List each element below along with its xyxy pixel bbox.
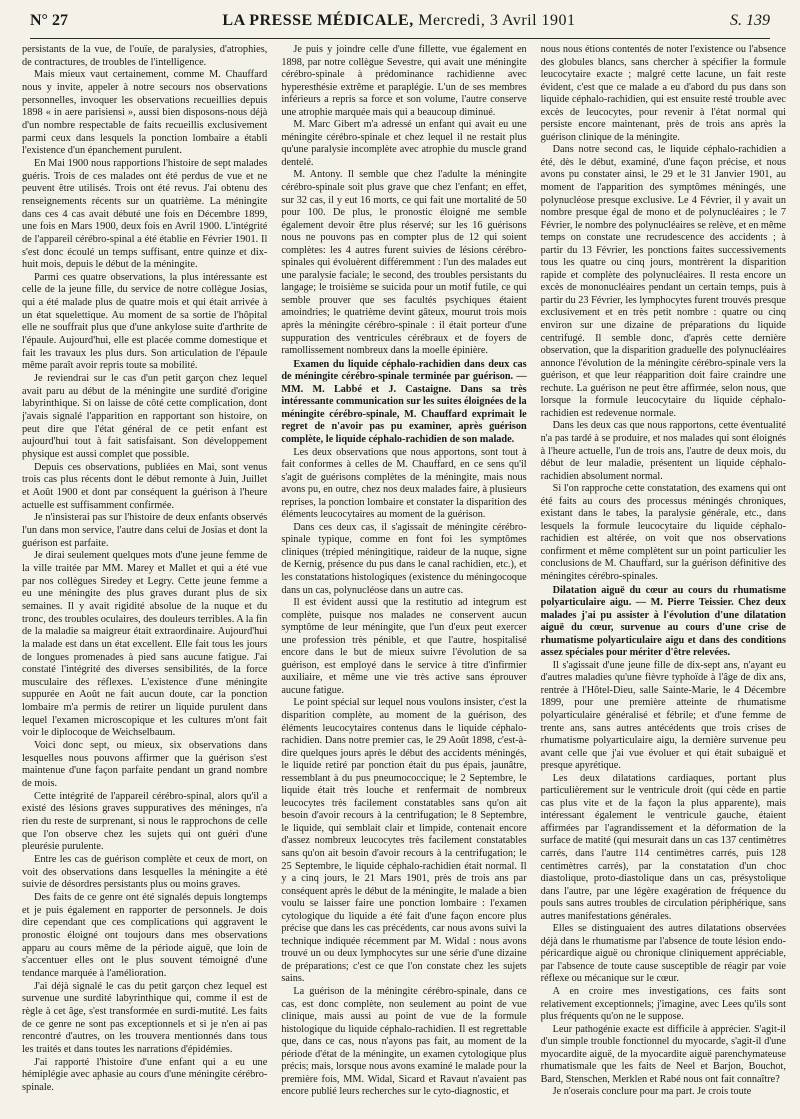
column-3: [541, 44, 786, 1115]
paragraph: Je n'oserais conclure pour ma part. Je crois toute: [552, 1086, 752, 1098]
journal-name: LA PRESSE MÉDICALE,: [222, 12, 414, 29]
paragraph: Entre les cas de guérison complète et ceux de mort, on voit des observations dans lesquelles la méningite a été suivie de désordres persistants plus ou moins graves.: [22, 854, 268, 891]
issue-number: N° 27: [30, 12, 68, 29]
paragraph: M. Antony. Il semble que chez l'adulte la méningite cérébro-spinale soit plus grave que chez l'enfant; en effet, sur 32 cas, il y eut 16 morts, ce qui fait une mortalité de 50 pour 100. De plus, le pronostic éloigné me semble également devoir être plus réservé; sur les 16 guérisons nous ne pouvons pas en compter plus de 12 qui soient complètes: les 4 autres furent suivies de lésions cérébro-spinales qui évoluèrent différemment : l'un des malades eut une paralysie faciale; le second, des troubles persistants du langage; le troisième se suicida pour un motif futile, ce qui semble prouver que ses facultés psychiques étaient amoindries; le quatrième devint gâteux, mourut trois mois après la méningite cérébro-spinale : il était porteur d'une suppuration des ventricules cérébraux et de foyers de ramollissement nombreux dans la moelle épinière.: [281, 169, 527, 357]
section-heading-paragraph: Dilatation aiguë du cœur au cours du rhumatisme polyarticulaire aigu. — M. Pierre Teissier. Chez deux malades j'ai pu assister à l'évolution d'une dilatation aiguë du cœur, survenue au cours d'une crise de rhumatisme polyarticulaire aigu et dans des conditions assez spéciales pour mériter d'être relevées.: [540, 584, 786, 659]
paragraph: Dans notre second cas, le liquide céphalo-rachidien a été, dès le début, examiné, d'une façon précise, et nous avons pu constater ainsi, le 29 et le 31 Janvier 1901, au moment de l'apparition des symptômes méningés, une polynucléose presque exclusive. Le 4 Février, il y avait un nombre presque égal de mono et de polynucléaires ; le 7 Février, le nombre des polynucléaires se relève, et en même temps on constate une recrudescence des accidents ; à partir du 13 Février, les ponctions faites successivements tous les quatre ou cinq jours, montrèrent la disparition rapide et complète des polynucléaires. Il resta encore un excès de mononucléaires pendant un certain temps, puis à partir du 23 Février, les lymphocytes furent trouvés presque exclusivement et en très petit nombre : quatre ou cinq environ sur une dizaine de préparations du liquide centrifugé. Il semble donc, d'après cette dernière observation, que la disparition graduelle des polynucléaires annonce l'évolution de la méningite cérébro-spinale vers la guérison, et que leur réapparition doit faire craindre une rechute. La guérison ne peut être affirmée, selon nous, que lorsque la formule leucocytaire du liquide céphalo-rachidien est redevenue normale.: [540, 144, 786, 419]
paragraph: La guérison de la méningite cérébro-spinale, dans ce cas, est donc complète, non seulement au point de vue clinique, mais aussi au point de vue de la formule histologique du liquide céphalo-rachidien. Il est regrettable que, dans ce cas, nous n'ayons pas fait, au moment de la période d'état de la méningite, un examen cytologique plus précis; mais, lorsque nous avons examiné le malade pour la première fois, MM. Widal, Sicard et Ravaut n'avaient pas encore publié leurs recherches sur le cyto-diagnostic, et: [281, 986, 527, 1098]
section-heading-paragraph: Examen du liquide céphalo-rachidien dans deux cas de méningite cérébro-spinale terminée par guérison. — MM. M. Labbé et J. Castaigne. Dans sa très intéressante communication sur les suites éloignées de la méningite cérébro-spinale, M. Chauffard exprimait le regret de n'avoir pas pu examiner, après guérison complète, le liquide céphalo-rachidien de son malade.: [281, 358, 527, 445]
text-columns: [22, 44, 786, 1115]
paragraph: Les deux dilatations cardiaques, portant plus particulièrement sur le ventricule droit (qui cède en partie cas plus vite et de la façon la plus apparente), mais intéressant également le ventricule gauche, étaient affirmées par l'agrandissement et la déformation de la surface de matité (qui mesurait dans un cas 137 centimètres carrés, dans l'autre 114 centimètres carrés, puis 128 centimètres carrés), par la constatation d'un choc diastolique, proto-diastolique dans un cas, présystolique dans l'autre, par une légère exagération de fréquence du pouls sans autres troubles de circulation périphérique, sans autres manifestations générales.: [540, 772, 786, 922]
paragraph: Je reviendrai sur le cas d'un petit garçon chez lequel avait paru au début de la méningite une surdité d'origine labyrinthique. Si on laisse de côté cette complication, dont j'avais signalé l'apparition en rapportant son histoire, on peut dire que l'état général de ce petit enfant est aujourd'hui tout à fait satisfaisant. Son développement physique est aussi complet que possible.: [22, 373, 268, 460]
paragraph: Il est évident aussi que la restitutio ad integrum est complète, puisque nos malades ne conservent aucun symptôme de leur méningite, que l'un d'eux peut exercer une profession très pénible, et que l'autre, hospitalisé encore dans le but de mieux suivre l'évolution de sa guérison, est employé dans le service à titre d'infirmier auxiliaire, et même une vie très active sans éprouver aucune fatigue.: [281, 597, 527, 696]
paragraph: Des faits de ce genre ont été signalés depuis longtemps et je puis également en rapporter de personnels. Je dois dire cependant que ces complications qui aggravent le pronostic éloigné ont toujours dans mes observations apparu au cours même de la période aiguë, que loin de s'accentuer elles ont le plus souvent témoigné d'une tendance marquée à l'amélioration.: [22, 891, 268, 979]
paragraph: Si l'on rapproche cette constatation, des examens qui ont été faits au cours des processus méningés chroniques, existant dans le tabes, la paralysie générale, etc., dans lesquels la formule leucocytaire du liquide céphalo-rachidien est altérée, on voit que nos observations confirment et même complètent sur un point particulier les conclusions de M. Chauffard, sur la guérison définitive des méningites cérébro-spinales.: [540, 483, 786, 582]
paragraph: Dans ces deux cas, il s'agissait de méningite cérébro-spinale typique, comme en font foi les symptômes cliniques (trépied méningitique, raideur de la nuque, signe de Kernig, présence du pus dans le canal rachidien, etc.), et les constatations histologiques (existence du méningocoque dans un cas, polynucléose dans un autre cas.: [281, 521, 527, 596]
paragraph: M. Marc Gibert m'a adressé un enfant qui avait eu une méningite cérébro-spinale et chez lequel il ne restait plus qu'une paralysie incomplète avec atrophie du muscle grand dentelé.: [281, 119, 527, 168]
paragraph: Dans les deux cas que nous rapportons, cette éventualité n'a pas tardé à se produire, et nos malades qui sont éloignés à l'heure actuelle, l'un de trois ans, l'autre de deux mois, du début de leur maladie, présentent un liquide céphalo-rachidien absolument normal.: [540, 420, 786, 482]
paragraph: Les deux observations que nous apportons, sont tout à fait conformes à celles de M. Chauffard, en ce sens qu'il s'agit de guérisons complètes de la méningite, mais nous avons pu, en outre, chez nos deux malades faire, à plusieurs reprises, la ponction lombaire et constater la disparition des éléments leucocytaires au moment de la guérison.: [281, 446, 527, 521]
paragraph: J'ai déjà signalé le cas du petit garçon chez lequel est survenue une surdité labyrinthique qui, comme il est de règle à cet âge, s'est transformée en surdi-mutité. Les faits de ce genre ne sont pas exceptionnels et si je n'en ai pas rencontré d'autres, on les trouvera mentionnés dans tous les traités et dans toutes les narrations d'épidémies.: [22, 980, 268, 1055]
paragraph: Mais mieux vaut certainement, comme M. Chauffard nous y invite, appeler à notre secours nos observations personnelles, invoquer les observations recueillies depuis 1898 « in aere parisiensi », aussi bien disposons-nous déjà d'un nombre respectable de faits recueillis exclusivement parmi ceux dans lesquels la ponction lombaire a établi l'existence d'un épanchement purulent.: [22, 69, 268, 157]
paragraph: Il s'agissait d'une jeune fille de dix-sept ans, n'ayant eu d'autres maladies qu'une fièvre typhoïde à l'âge de dix ans, rentrée à l'Hôtel-Dieu, salle Sainte-Marie, le 4 Décembre 1899, pour une première atteinte de rhumatisme polyarticulaire généralisé et fébrile; et d'une femme de trente ans, sans autres antécédents que trois crises de rhumatisme polyarticulaire aigu, la dernière survenue peu avant celle que j'ai vue évoluer et qui était subaiguë et presque apyrétique.: [540, 659, 786, 772]
paragraph: En Mai 1900 nous rapportions l'histoire de sept malades guéris. Trois de ces malades ont été perdus de vue et ne peuvent être utilisés. Trois ont été revus. J'ai obtenu des renseignements récents sur un quatrième. La méningite dans ces 4 cas avait débuté une fois en Décembre 1899, une fois en Mars 1900, deux fois en Avril 1900. L'intégrité de l'appareil cérébro-spinal a été établie en Février 1901. Il s'est donc écoulé un temps suffisant, entre quinze et dix-huit mois, depuis le début de la méningite.: [22, 157, 268, 271]
paragraph: Elles se distinguaient des autres dilatations observées déjà dans le rhumatisme par l'absence de toute lésion endo-péricardique aiguë ou chronique cliniquement appréciable, par l'absence de toute cause susceptible de réagir par voie réflexe ou mécanique sur le cœur.: [540, 923, 786, 985]
page-header: [30, 4, 770, 39]
paragraph: A en croire mes investigations, ces faits sont relativement exceptionnels; j'imagine, avec Lees qu'ils sont plus fréquents qu'on ne le suppose.: [540, 986, 786, 1023]
page-number: S. 139: [730, 12, 770, 29]
paragraph: Je n'insisterai pas sur l'histoire de deux enfants observés l'un dans mon service, l'autre dans celui de Josias et dont la guérison est parfaite.: [22, 512, 268, 549]
paragraph: J'ai rapporté l'histoire d'une enfant qui a eu une hémiplégie avec aphasie au cours d'une méningite cérébro-spinale.: [22, 1056, 268, 1093]
paragraph: persistants de la vue, de l'ouïe, de paralysies, d'atrophies, de contractures, de troubles de l'intelligence.: [22, 44, 268, 68]
paragraph: nous nous étions contentés de noter l'existence ou l'absence des globules blancs, sans chercher à spécifier la formule leucocytaire exacte ; malgré cette lacune, un fait reste évident, c'est que ce malade a eu d'abord du pus dans son liquide céphalo-rachidien, qui est ensuite resté trouble avec excès de leucocytes, pour revenir à l'état normal qui persiste encore maintenant, près de trois ans après la guérison clinique de la méningite.: [540, 44, 786, 143]
paragraph: Voici donc sept, ou mieux, six observations dans lesquelles nous pouvons affirmer que la guérison s'est maintenue d'une façon parfaite pendant un grand nombre de mois.: [22, 740, 268, 790]
column-1: [22, 44, 267, 1115]
issue-date: Mercredi, 3 Avril 1901: [413, 12, 576, 29]
paragraph: Depuis ces observations, publiées en Mai, sont venus trois cas plus récents dont le début remonte à Juin, Juillet et Août 1900 et dont par conséquent la guérison à l'heure actuelle est suffisamment confirmée.: [22, 461, 268, 511]
column-2: [281, 44, 526, 1115]
paragraph: Je puis y joindre celle d'une fillette, vue également en 1898, par notre collègue Sevestre, qui avait une méningite cérébro-spinale à prédominance rachidienne avec hyperesthésie extrême et paraplégie. L'un de ses membres inférieurs a repris sa force et son volume, l'autre conserve une atrophie marquée mais qui a beaucoup diminué.: [281, 44, 527, 118]
paragraph: Cette intégrité de l'appareil cérébro-spinal, alors qu'il a existé des lésions graves suppuratives des méninges, n'a rien du reste de surprenant, si nous le rapprochons de celle que l'on observe chez les sujets qui ont guéri d'une pleurésie purulente.: [22, 790, 268, 853]
journal-title: [222, 12, 575, 30]
paragraph: Leur pathogénie exacte est difficile à apprécier. S'agit-il d'un simple trouble fonctionnel du myocarde, s'agit-il d'une myocardite aiguë, de la myocardite aiguë parenchymateuse rhumatismale que les faits de Neel et Barjon, Bouchot, Bard, Stenschen, Merklen et Rabé nous ont fait connaître?: [540, 1023, 786, 1085]
paragraph: Je dirai seulement quelques mots d'une jeune femme de la ville traitée par MM. Marey et Mallet et qui a été vue par nos collègues Siredey et Legry. Cette jeune femme a eu une méningite des plus graves durant plus de six semaines. Il y avait rigidité absolue de la nuque et du tronc, des troubles oculaires, des douleurs terribles. A la fin de la maladie sa maigreur était extraordinaire. Aujourd'hui la malade est dans un état excellent. Elle fait tous les jours de longues promenades à pied sans aucune fatigue. J'ai constaté l'intégrité des diverses sensibilités, de la force musculaire des réflexes. L'existence d'une méningite suppurée en Août ne fait aucun doute, car la ponction lombaire m'a permis de retirer un liquide purulent dans lequel l'examen microscopique et les cultures m'ont fait voir le diplocoque de Weichselbaum.: [22, 550, 268, 739]
paragraph: Le point spécial sur lequel nous voulons insister, c'est la disparition complète, au moment de la guérison, des éléments leucocytaires contenus dans le liquide céphalo-rachidien. Dans notre premier cas, le 29 Août 1898, c'est-à-dire quelques jours après le début des accidents méningés, le liquide retiré par ponction était du pus épais, jaunâtre, ressemblant à du pus pneumococcique; le 2 Septembre, le liquide était très louche et renfermait de nombreux leucocytes très facilement constatables sans qu'on ait besoin d'avoir recours à la centrifugation; le 8 Septembre, le liquide, qui semblait clair et limpide, contenait encore d'assez nombreux leucocytes très facilement constatables sans qu'on ait besoin d'avoir recours à la centrifugation; le 25 Septembre, le liquide céphalo-rachidien était normal. Il y a cinq jours, le 21 Mars 1901, près de trois ans par conséquent après le début de la méningite, le malade a bien voulu se laisser faire une ponction lombaire : l'examen cytologique du liquide a été fait d'une façon encore plus précise que dans les cas précédents, car nous avons suivi la technique indiquée récemment par M. Widal : nous avons trouvé un ou deux lymphocytes sur une série d'une dizaine de préparations; c'est ce que l'on constate chez les sujets sains.: [281, 697, 527, 985]
paragraph: Parmi ces quatre observations, la plus intéressante est celle de la jeune fille, du service de notre collègue Josias, qui a été malade plus de quatre mois et qui était arrivée à un état squelettique. Au moment de sa sortie de l'hôpital elle ne souffrait plus que d'une ankylose suite d'arthrite de l'épaule. Aujourd'hui, elle est placée comme domestique et fait les travaux les plus durs. Son articulation de l'épaule même paraît avoir repris toute sa mobilité.: [22, 271, 268, 372]
